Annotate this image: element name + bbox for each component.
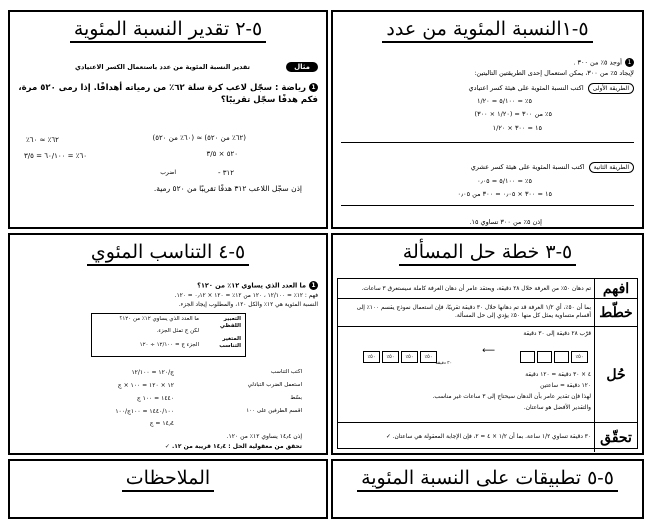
line2: النسبة المئوية هي ١٢٪ والكل ١٢٠، والمطلوب إيجاد الجزء. — [178, 302, 318, 308]
table-row — [338, 423, 637, 452]
panel-estimate-percent — [8, 10, 328, 229]
question: 1أوجد ٥٪ من ٣٠٠ . — [573, 58, 634, 68]
box-sub: لكن ج تمثل الجزء. — [156, 328, 199, 334]
m1-line1: ٥٪ = ٥/١٠٠ = ١/٢٠ — [477, 97, 532, 105]
step2-eq: ١٢ × ١٢٠ = ١٠٠ × ج — [117, 382, 174, 389]
step4-label: اقسم الطرفين على ١٠٠ — [246, 408, 302, 414]
solve-line4: والتقدير الأفضل هو ساعتان. — [523, 405, 591, 411]
m1-line2: ٥٪ من ٣٠٠ = (١/٢٠ × ٣٠٠) — [474, 110, 552, 118]
divider — [341, 142, 634, 143]
panel-problem-solving — [331, 233, 644, 455]
line1: فهم : ١٢٪ = ١٢/١٠٠ ، ١٢٠ من ١٢٪ = ١٢٠ × ٠٫١٢ = ١٢٠. — [174, 293, 318, 299]
model-cell: ٥٠٪ — [382, 351, 399, 363]
box-title: ما العدد الذي يساوي ١٢٪ من ١٢٠؟ — [119, 316, 199, 322]
panel-percent-proportion — [8, 233, 328, 455]
step1-eq: ج/١٢٠ = ١٢/١٠٠ — [131, 369, 174, 376]
model-cell: ٥٠٪ — [420, 351, 437, 363]
question: 1رياضة : سجّل لاعب كرة سلة ٦٢٪ من رمياته أهدافًا. إذا رمى ٥٢٠ مرة، فكم هدفًا سجّل تقريبًا؟ — [18, 83, 318, 105]
line2-left: ٦٢٪ ≈ ٦٠٪ — [26, 136, 59, 144]
solve-line2: ١٢٠ دقيقة = ساعتين — [540, 383, 591, 389]
model-cell — [537, 351, 552, 363]
table-row — [338, 299, 637, 327]
step4-eq: ١٤٤٠/١٠٠ = ١٠٠ج/١٠٠ — [115, 408, 174, 415]
row-head: خطّط — [594, 299, 637, 326]
step3-label: بسّط — [290, 395, 302, 401]
box-label: التناسب — [219, 343, 241, 349]
panel-title: ٥-١النسبة المئوية من عدد — [333, 18, 642, 40]
panel-title: ٥-٢ تقدير النسبة المئوية — [10, 18, 326, 40]
answer: إذن ١٤٫٤ يساوي ١٢٪ من ١٢٠. — [226, 433, 302, 440]
row-text: ٣٠ دقيقة تساوي ١/٢ ساعة. بما أن ١/٢ × ٤ = ٢، فإن الإجابة المعقولة هي ساعتان. ✓ — [385, 434, 591, 440]
proportion-box — [91, 313, 246, 357]
step2-label: استعمل الضرب التبادلي — [247, 382, 302, 388]
table-row — [338, 279, 637, 299]
panel-title: الملاحظات — [10, 467, 326, 489]
step3-eq: ١٤٤٠ = ١٠٠ ج — [136, 395, 174, 402]
check: تحقق من معقولية الحل : ١٤٫٤ قريبة من ١٢. ✓ — [164, 443, 302, 450]
step1-label: اكتب التناسب — [270, 369, 302, 375]
model-cell: ٥٠٪ — [363, 351, 380, 363]
m2-line2: ١٥ = ٣٠٠ × ٠٫٠٥ = ٣٠٠ من ٠٫٠٥ — [457, 190, 552, 198]
question-number: 1 — [625, 58, 634, 67]
question-number: 1 — [309, 83, 318, 92]
row-text: بما أن ٥٠٪، أي ١/٢ الغرفة قد تم دهانها خلال ٣٠ دقيقة تقريبًا، فإن استعمال نموذج يقسم ١٠٠٪ إلى أقسام متساوية يمثل كل منها ٥٠٪ يؤدي إلى حل المسألة. — [356, 305, 591, 319]
model-cell: ٥٠٪ — [401, 351, 418, 363]
panel-title: ٥-٣ خطة حل المسألة — [333, 241, 642, 263]
row-text: تم دهان ٥٠٪ من الغرفة خلال ٢٨ دقيقة، ويعتقد عامر أن دهان الغرفة كاملة سيستغرق ٣ ساعات. — [361, 286, 591, 292]
panel-percent-applications — [331, 459, 644, 519]
m1-line3: ١٥ = ٣٠٠ × ١/٢٠ — [492, 124, 542, 132]
row-head: افهم — [594, 279, 637, 298]
line2-right: ٥٢٠ × ٣/٥ — [206, 150, 238, 158]
model-cell: ٥٠٪ — [571, 351, 588, 363]
panel-title: ٥-٥ تطبيقات على النسبة المئوية — [333, 467, 642, 489]
m2-line1: ٥٪ = ٥/١٠٠ = ٠٫٠٥ — [477, 177, 532, 185]
model-cell — [554, 351, 569, 363]
table-row — [338, 327, 637, 423]
question: 1ما العدد الذي يساوي ١٢٪ من ١٢٠؟ — [197, 281, 318, 291]
intro-text: لإيجاد ٥٪ من ٣٠٠، يمكن استعمال إحدى الطريقتين التاليتين: — [474, 69, 634, 77]
multiply-label: اضرب — [160, 169, 176, 176]
bar-model-left — [362, 346, 438, 365]
example-desc: تقدير النسبة المئوية من عدد باستعمال الكسر الاعتيادي — [75, 63, 250, 71]
plan-table — [337, 278, 638, 449]
method-two: الطريقة الثانيةاكتب النسبة المئوية على هيئة كسر عشري — [471, 162, 634, 173]
row-head: حُل — [594, 327, 637, 422]
method-one: الطريقة الأولىاكتب النسبة المئوية على هيئة كسر اعتيادي — [469, 83, 635, 94]
bar-model-right — [519, 346, 589, 365]
answer: إذن ٥٪ من ٣٠٠ تساوي ١٥. — [469, 218, 542, 226]
method-two-tag: الطريقة الثانية — [589, 162, 634, 173]
question-number: 1 — [309, 281, 318, 290]
box-label: المتغير — [222, 336, 241, 342]
method-one-tag: الطريقة الأولى — [588, 83, 634, 94]
example-label: مثال — [286, 62, 318, 72]
step5-eq: ١٤٫٤ = ج — [149, 420, 174, 427]
solve-line3: لهذا فإن تقدير عامر بأن الدهان سيحتاج إلى ٣ ساعات غير مناسب. — [432, 394, 591, 400]
solve-line1: ٤ × ٣٠ دقيقة = ١٢٠ دقيقة — [525, 372, 591, 378]
model-cell — [520, 351, 535, 363]
panel-notes — [8, 459, 328, 519]
line3-left: ٦٠٪ = ٦٠/١٠٠ = ٣/٥ — [24, 152, 87, 160]
panel-percent-of-number — [331, 10, 644, 229]
line1: (٦٢٪ من ٥٢٠) ≈ (٦٠٪ من ٥٢٠) — [152, 134, 246, 142]
divider — [341, 205, 634, 206]
panel-title: ٥-٤ التناسب المئوي — [10, 241, 326, 263]
box-label: التعبير اللفظي — [219, 316, 241, 329]
row-head: تحقّق — [594, 423, 637, 452]
result: ٣١٢ - — [217, 169, 234, 177]
box-equation: الجزء ج = ١٢/١٠٠ ÷ ١٢٠ — [139, 342, 199, 348]
arrow-icon: ⟵ — [482, 346, 495, 356]
cell-sublabel: ٣٠ دقيقة — [435, 361, 452, 366]
row-text: قرّب ٢٨ دقيقة إلى ٣٠ دقيقة — [523, 331, 591, 337]
answer: إذن سجّل اللاعب ٣١٢ هدفًا تقريبًا من ٥٢٠ رمية. — [153, 184, 302, 193]
